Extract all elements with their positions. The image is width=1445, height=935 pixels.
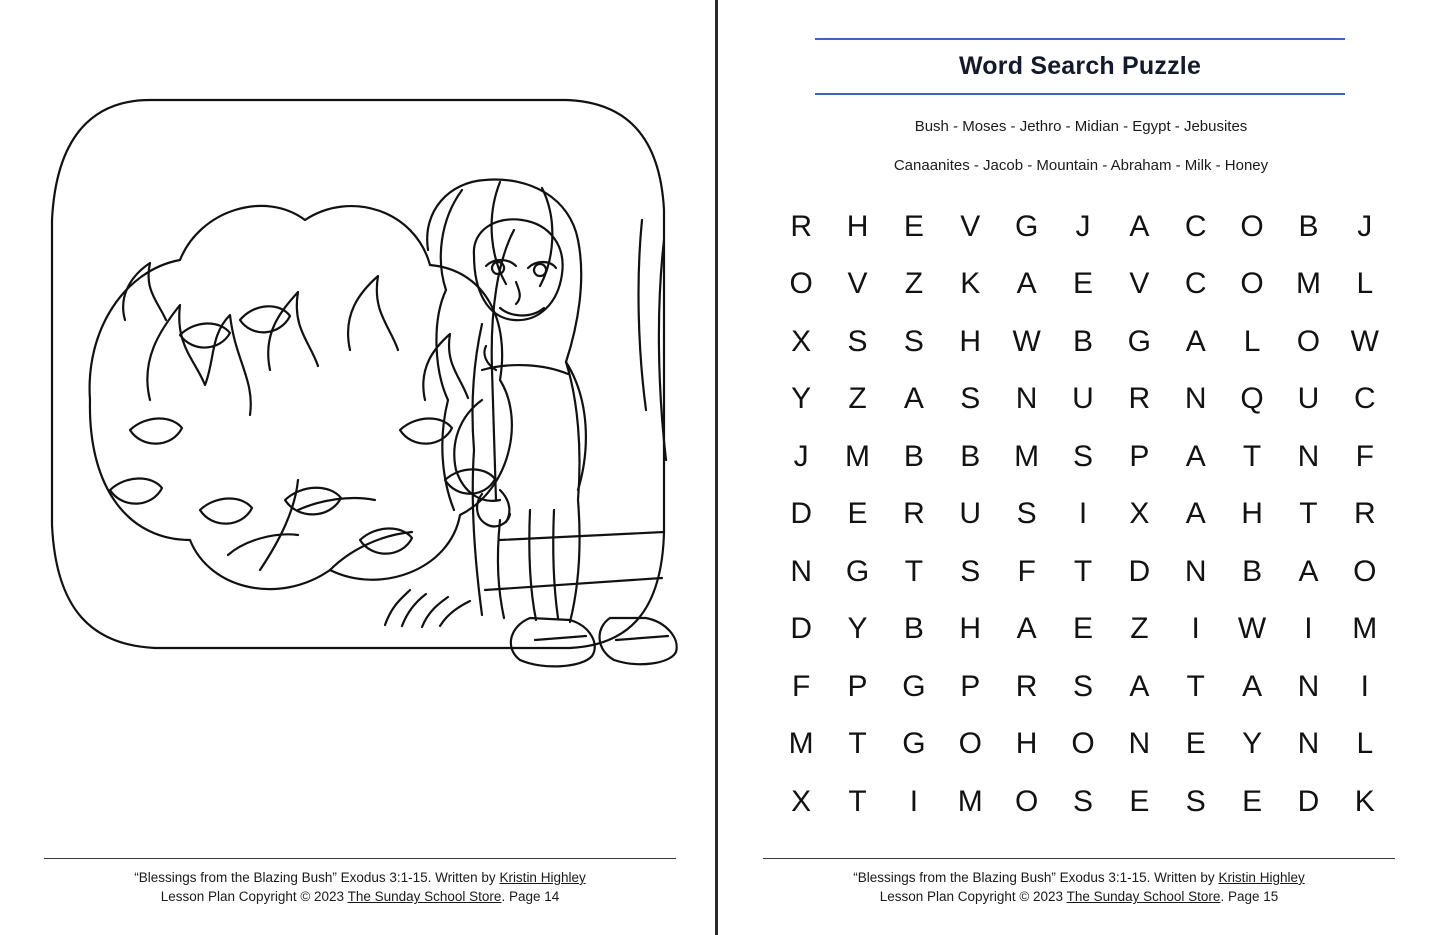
grid-letter: P: [1129, 439, 1150, 473]
page-title: Word Search Puzzle: [958, 52, 1202, 80]
grid-letter: E: [1072, 267, 1093, 301]
grid-letter: P: [847, 669, 868, 703]
grid-letter: A: [1129, 209, 1150, 243]
grid-letter: H: [1015, 727, 1038, 761]
grid-letter: M: [1014, 439, 1040, 473]
grid-letter: N: [1297, 439, 1320, 473]
grid-letter: A: [1185, 324, 1206, 358]
grid-letter: J: [793, 439, 809, 473]
grid-letter: E: [1185, 727, 1206, 761]
footer-page-number: . Page 14: [501, 889, 560, 905]
grid-letter: N: [1297, 669, 1320, 703]
grid-letter: E: [847, 497, 868, 531]
grid-letter: A: [903, 382, 924, 416]
grid-letter: N: [1297, 727, 1320, 761]
grid-letter: I: [909, 784, 919, 818]
grid-letter: E: [1072, 612, 1093, 646]
grid-letter: X: [1129, 497, 1150, 531]
grid-letter: I: [1191, 612, 1200, 646]
grid-letter: R: [1353, 497, 1376, 531]
grid-letter: G: [1127, 324, 1152, 358]
grid-letter: Y: [1242, 727, 1263, 761]
grid-letter: H: [959, 612, 982, 646]
grid-letter: R: [1015, 669, 1038, 703]
grid-letter: N: [1184, 554, 1207, 588]
word-list-line-1: Bush - Moses - Jethro - Midian - Egypt - Jebusites: [914, 118, 1248, 135]
footer-author-link[interactable]: Kristin Highley: [499, 869, 586, 885]
footer-divider: [44, 858, 676, 859]
grid-letter: B: [903, 439, 924, 473]
footer-line-2: [44, 887, 676, 907]
word-search-grid: [773, 198, 1393, 831]
footer-copyright-text: Lesson Plan Copyright © 2023: [160, 889, 348, 905]
grid-letter: O: [1014, 784, 1039, 818]
grid-letter: R: [903, 497, 925, 531]
grid-letter: S: [1016, 497, 1037, 531]
grid-letter: O: [1240, 267, 1264, 301]
grid-letter: C: [1353, 382, 1376, 416]
grid-letter: E: [903, 209, 924, 243]
grid-letter: V: [1129, 267, 1150, 301]
grid-letter: C: [1184, 267, 1207, 301]
grid-letter: W: [1012, 324, 1041, 358]
grid-letter: N: [1184, 382, 1207, 416]
grid-letter: M: [788, 727, 814, 761]
grid-letter: F: [792, 669, 811, 703]
grid-letter: F: [1355, 439, 1374, 473]
grid-letter: P: [960, 669, 981, 703]
grid-letter: D: [1297, 784, 1320, 818]
grid-letter: A: [1185, 439, 1206, 473]
grid-letter: I: [1304, 612, 1313, 646]
grid-letter: T: [848, 784, 867, 818]
grid-letter: U: [1072, 382, 1094, 416]
grid-letter: G: [902, 727, 926, 761]
footer-page-number: . Page 15: [1220, 889, 1279, 905]
word-search-header: [815, 38, 1345, 95]
grid-letter: S: [847, 324, 868, 358]
grid-letter: G: [845, 554, 870, 588]
grid-letter: L: [1356, 267, 1374, 301]
grid-letter: J: [1357, 209, 1373, 243]
grid-letter: D: [1128, 554, 1151, 588]
coloring-illustration: [30, 70, 690, 670]
grid-letter: B: [1298, 209, 1319, 243]
left-page: [0, 0, 718, 935]
grid-letter: N: [790, 554, 813, 588]
grid-letter: H: [1241, 497, 1263, 531]
grid-letter: E: [1129, 784, 1150, 818]
footer-divider: [763, 858, 1395, 859]
header-rule-top: [815, 38, 1345, 40]
grid-letter: Z: [904, 267, 924, 301]
grid-letter: M: [1352, 612, 1378, 646]
grid-letter: H: [959, 324, 982, 358]
grid-letter: Y: [847, 612, 868, 646]
grid-letter: T: [1073, 554, 1093, 588]
grid-letter: A: [1129, 669, 1150, 703]
grid-letter: A: [1016, 612, 1037, 646]
grid-letter: R: [1128, 382, 1151, 416]
header-rule-bottom: [815, 93, 1345, 95]
grid-letter: O: [1240, 209, 1264, 243]
grid-letter: N: [1128, 727, 1151, 761]
right-page-footer: [763, 858, 1395, 907]
grid-letter: U: [959, 497, 982, 531]
grid-letter: O: [1296, 324, 1321, 358]
grid-letter: C: [1184, 209, 1207, 243]
grid-letter: V: [960, 209, 981, 243]
grid-letter: B: [1072, 324, 1093, 358]
grid-letter: S: [960, 382, 981, 416]
grid-letter: A: [1185, 497, 1206, 531]
footer-line-2: [763, 887, 1395, 907]
word-list-line-2: Canaanites - Jacob - Mountain - Abraham - Milk - Honey: [893, 157, 1269, 174]
grid-letter: G: [902, 669, 926, 703]
grid-letter: W: [1237, 612, 1267, 646]
footer-line-1: [763, 868, 1395, 888]
grid-letter: D: [790, 497, 813, 531]
grid-letter: K: [960, 267, 981, 301]
grid-letter: I: [1360, 669, 1369, 703]
grid-letter: O: [1353, 554, 1377, 588]
grid-letter: B: [903, 612, 924, 646]
grid-letter: B: [1242, 554, 1263, 588]
left-page-footer: [44, 858, 676, 907]
grid-letter: X: [791, 324, 812, 358]
grid-letter: G: [1014, 209, 1039, 243]
grid-letter: Q: [1240, 382, 1264, 416]
grid-letter: A: [1298, 554, 1319, 588]
grid-letter: J: [1075, 209, 1091, 243]
footer-store-link[interactable]: The Sunday School Store: [1066, 889, 1221, 905]
footer-line-1: [44, 868, 676, 888]
grid-letter: L: [1243, 324, 1261, 358]
grid-letter: M: [845, 439, 871, 473]
grid-letter: S: [1185, 784, 1206, 818]
word-list: [761, 118, 1401, 196]
grid-letter: Y: [791, 382, 812, 416]
grid-letter: T: [1186, 669, 1205, 703]
grid-letter: M: [957, 784, 983, 818]
footer-author-link[interactable]: Kristin Highley: [1218, 869, 1305, 885]
grid-letter: I: [1078, 497, 1088, 531]
grid-letter: E: [1242, 784, 1263, 818]
grid-letter: O: [789, 267, 813, 301]
footer-credit-text: “Blessings from the Blazing Bush” Exodus 3:1-15. Written by: [853, 869, 1219, 885]
grid-letter: S: [1072, 439, 1093, 473]
grid-letter: T: [848, 727, 867, 761]
grid-letter: T: [1299, 497, 1318, 531]
grid-letter: V: [847, 267, 868, 301]
footer-store-link[interactable]: The Sunday School Store: [347, 889, 502, 905]
grid-letter: K: [1354, 784, 1375, 818]
grid-letter: O: [1071, 727, 1095, 761]
footer-copyright-text: Lesson Plan Copyright © 2023: [879, 889, 1067, 905]
right-page: [721, 0, 1445, 935]
grid-letter: B: [960, 439, 981, 473]
grid-letter: N: [1015, 382, 1038, 416]
grid-letter: W: [1350, 324, 1379, 358]
grid-letter: S: [1072, 784, 1093, 818]
grid-letter: U: [1297, 382, 1320, 416]
grid-letter: Z: [1130, 612, 1149, 646]
grid-letter: L: [1356, 727, 1374, 761]
grid-letter: M: [1295, 267, 1321, 301]
grid-letter: A: [1242, 669, 1263, 703]
grid-letter: H: [846, 209, 869, 243]
grid-letter: F: [1017, 554, 1036, 588]
grid-letter: T: [1242, 439, 1262, 473]
grid-letter: T: [904, 554, 924, 588]
grid-letter: X: [791, 784, 812, 818]
grid-letter: Z: [848, 382, 867, 416]
grid-letter: S: [960, 554, 981, 588]
grid-letter: A: [1016, 267, 1037, 301]
grid-letter: S: [1072, 669, 1093, 703]
grid-letter: O: [958, 727, 982, 761]
footer-credit-text: “Blessings from the Blazing Bush” Exodus 3:1-15. Written by: [134, 869, 500, 885]
grid-letter: S: [903, 324, 924, 358]
grid-letter: R: [790, 209, 813, 243]
grid-letter: D: [790, 612, 813, 646]
